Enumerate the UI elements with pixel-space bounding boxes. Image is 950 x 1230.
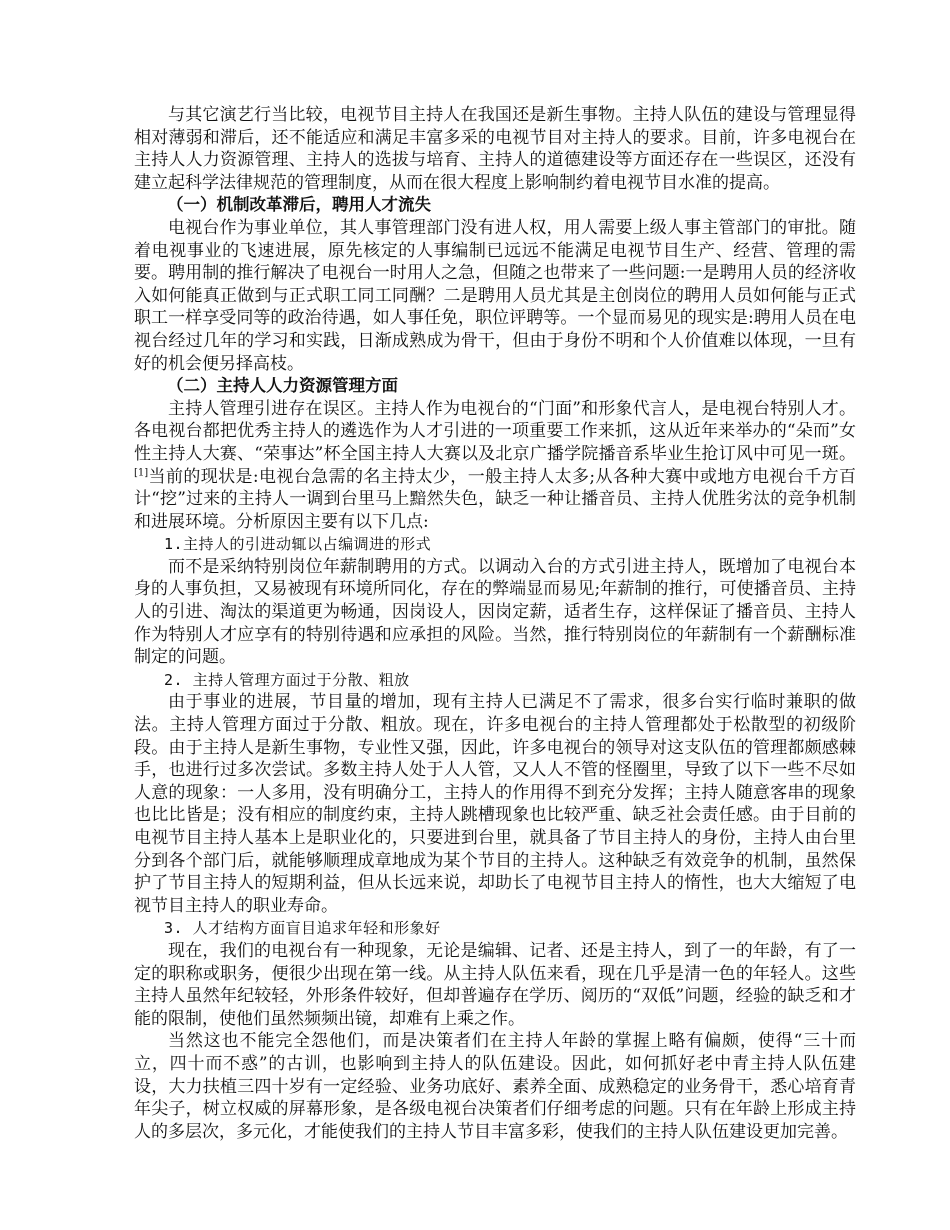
citation-marker: [1] bbox=[134, 466, 149, 478]
paragraph-intro: 与其它演艺行当比较，电视节目主持人在我国还是新生事物。主持人队伍的建设与管理显得相对薄弱和滞后，还不能适应和满足丰富多采的电视节目对主持人的要求。目前，许多电视台在主持人人力资源管理、主持人的选拔与培育、主持人的道德建设等方面还存在一些误区，还没有建立起科学法律规范的管理制度，从而在很大程度上影响制约着电视节目水准的提高。 bbox=[134, 105, 856, 193]
subheading-1: 1.主持人的引进动辄以占编调进的形式 bbox=[164, 535, 432, 554]
document-page bbox=[134, 104, 856, 1143]
paragraph-hr-management bbox=[134, 398, 856, 534]
paragraph-mechanism: 电视台作为事业单位，其人事管理部门没有进人权，用人需要上级人事主管部门的审批。随着电视事业的飞速进展，原先核定的人事编制已远远不能满足电视节目生产、经营、管理的需要。聘用制的推行解决了电视台一时用人之急，但随之也带来了一些问题:一是聘用人员的经济收入如何能真正做到与正式职工同工同酬？二是聘用人员尤其是主创岗位的聘用人员如何能与正式职工一样享受同等的政治待遇，如人事任免，职位评聘等。一个显而易见的现实是:聘用人员在电视台经过几年的学习和实践，日渐成熟成为骨干，但由于身份不明和个人价值难以体现，一旦有好的机会便另择高枝。 bbox=[134, 217, 856, 374]
section-heading-2: （二）主持人人力资源管理方面 bbox=[167, 376, 398, 396]
paragraph-recruitment: 而不是采纳特别岗位年薪制聘用的方式。以调动入台的方式引进主持人，既增加了电视台本身的人事负担，又易被现有环境所同化，存在的弊端显而易见;年薪制的推行，可使播音员、主持人的引进、淘汰的渠道更为畅通，因岗设人，因岗定薪，适者生存，这样保证了播音员、主持人作为特别人才应享有的特别待遇和应承担的风险。当然，推行特别岗位的年薪制有一个薪酬标准制定的问题。 bbox=[134, 556, 856, 668]
section-heading-1: （一）机制改革滞后，聘用人才流失 bbox=[167, 195, 431, 215]
paragraph-hr-part-1: 主持人管理引进存在误区。主持人作为电视台的“门面”和形象代言人，是电视台特别人才。各电视台都把优秀主持人的遴选作为人才引进的一项重要工作来抓，这从近年来举办的“朵而”女性主持人大赛、“荣事达”杯全国主持人大赛以及北京广播学院播音系毕业生抢订风中可见一斑。 bbox=[134, 398, 856, 464]
subheading-2: 2. 主持人管理方面过于分散、粗放 bbox=[164, 670, 410, 689]
paragraph-conclusion: 当然这也不能完全怨他们，而是决策者们在主持人年龄的掌握上略有偏颇，使得“三十而立，四十而不惑”的古训，也影响到主持人的队伍建设。因此，如何抓好老中青主持人队伍建设，大力扶植三四十岁有一定经验、业务功底好、素养全面、成熟稳定的业务骨干，悉心培育青年尖子，树立权威的屏幕形象，是各级电视台决策者们仔细考虑的问题。只有在年龄上形成主持人的多层次，多元化，才能使我们的主持人节目丰富多彩，使我们的主持人队伍建设更加完善。 bbox=[134, 1031, 856, 1142]
paragraph-talent-structure: 现在，我们的电视台有一种现象，无论是编辑、记者、还是主持人，到了一的年龄，有了一定的职称或职务，便很少出现在第一线。从主持人队伍来看，现在几乎是清一色的年轻人。这些主持人虽然年纪较轻，外形条件较好，但却普遍存在学历、阅历的“双低”问题，经验的缺乏和才能的限制，使他们虽然频频出镜，却难有上乘之作。 bbox=[134, 940, 856, 1029]
paragraph-hr-part-2: 当前的现状是:电视台急需的名主持太少，一般主持人太多;从各种大赛中或地方电视台千方百计“挖”过来的主持人一调到台里马上黯然失色，缺乏一种让播音员、主持人优胜劣汰的竞争机制和进展环境。分析原因主要有以下几点: bbox=[134, 466, 856, 532]
subheading-3: 3. 人才结构方面盲目追求年轻和形象好 bbox=[164, 919, 441, 938]
paragraph-management: 由于事业的进展，节目量的增加，现有主持人已满足不了需求，很多台实行临时兼职的做法。主持人管理方面过于分散、粗放。现在，许多电视台的主持人管理都处于松散型的初级阶段。由于主持人是新生事物，专业性又强，因此，许多电视台的领导对这支队伍的管理都颇感棘手，也进行过多次尝试。多数主持人处于人人管，又人人不管的怪圈里，导致了以下一些不尽如人意的现象：一人多用，没有明确分工，主持人的作用得不到充分发挥；主持人随意客串的现象也比比皆是；没有相应的制度约束，主持人跳槽现象也比较严重、缺乏社会责任感。由于目前的电视节目主持人基本上是职业化的，只要进到台里，就具备了节目主持人的身份，主持人由台里分到各个部门后，就能够顺理成章地成为某个节目的主持人。这种缺乏有效竞争的机制，虽然保护了节目主持人的短期利益，但从长远来说，却助长了电视节目主持人的惰性，也大大缩短了电视节目主持人的职业寿命。 bbox=[134, 692, 856, 916]
